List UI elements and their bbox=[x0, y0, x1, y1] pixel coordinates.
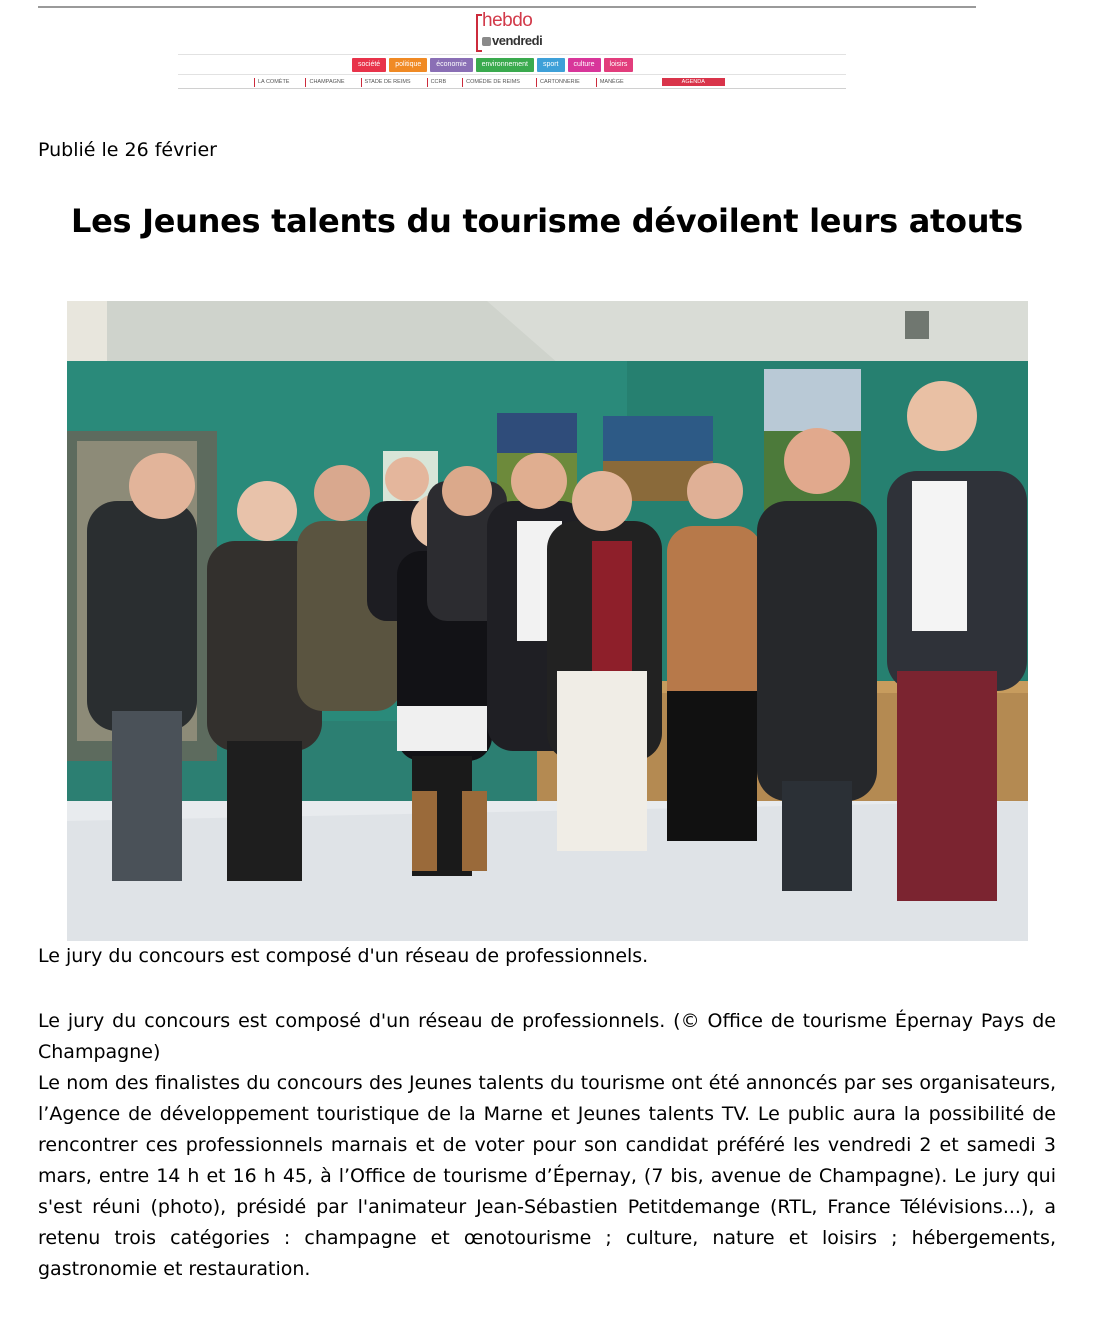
section-champagne[interactable]: CHAMPAGNE bbox=[305, 78, 360, 87]
section-comedie-de-reims[interactable]: COMÉDIE DE REIMS bbox=[462, 78, 536, 87]
photo-caption: Le jury du concours est composé d'un réseau de professionnels. bbox=[38, 945, 649, 967]
category-rule bbox=[178, 54, 846, 55]
publication-date: Publié le 26 février bbox=[38, 139, 217, 161]
hebdo-vendredi-logo[interactable] bbox=[476, 12, 556, 52]
article-paragraph: Le nom des finalistes du concours des Jeunes talents du tourisme ont été annoncés par ses organisateurs, l’Agence de développement touristique de la Marne et Jeunes talents TV. Le public aura la possibilité de rencontrer ces professionnels marnais et de voter pour son candidat préféré les vendredi 2 et samedi 3 mars, entre 14 h et 16 h 45, à l’Office de tourisme d’Épernay, (7 bis, avenue de Champagne). Le jury qui s'est réuni (photo), présidé par l'animateur Jean-Sébastien Petitdemange (RTL, France Télévisions...), a retenu trois catégories : champagne et œnotourisme ; culture, nature et loisirs ; hébergements, gastronomie et restauration. bbox=[38, 1072, 1056, 1280]
section-ccrb[interactable]: CCRB bbox=[427, 78, 463, 87]
category-nav bbox=[352, 58, 633, 72]
article-title: Les Jeunes talents du tourisme dévoilent leurs atouts bbox=[71, 202, 1023, 240]
logo-v-icon bbox=[482, 37, 491, 46]
section-manege[interactable]: MANÈGE bbox=[596, 78, 640, 87]
section-rule bbox=[178, 74, 846, 75]
logo-vendredi-label: vendredi bbox=[492, 33, 543, 48]
section-la-comete[interactable]: LA COMÈTE bbox=[254, 78, 305, 87]
category-environnement[interactable]: environnement bbox=[476, 58, 534, 72]
jury-group-photo bbox=[67, 301, 1028, 941]
agenda-button[interactable]: AGENDA bbox=[662, 78, 725, 86]
masthead-bottom-rule bbox=[178, 88, 846, 89]
logo-vendredi-text bbox=[482, 33, 542, 48]
section-nav bbox=[254, 77, 725, 87]
category-economie[interactable]: économie bbox=[430, 58, 472, 72]
article-photo bbox=[67, 301, 1028, 941]
section-cartonnerie[interactable]: CARTONNERIE bbox=[536, 78, 596, 87]
article-body bbox=[38, 1006, 1056, 1285]
category-societe[interactable]: société bbox=[352, 58, 386, 72]
top-rule bbox=[38, 6, 976, 8]
section-stade-de-reims[interactable]: STADE DE REIMS bbox=[361, 78, 427, 87]
logo-hebdo-text: hebdo bbox=[482, 10, 533, 31]
photo-credit-paragraph: Le jury du concours est composé d'un réseau de professionnels. (© Office de tourisme Épernay Pays de Champagne) bbox=[38, 1010, 1056, 1063]
category-culture[interactable]: culture bbox=[568, 58, 601, 72]
category-politique[interactable]: politique bbox=[389, 58, 427, 72]
masthead-banner[interactable] bbox=[178, 12, 846, 92]
category-sport[interactable]: sport bbox=[537, 58, 565, 72]
category-loisirs[interactable]: loisirs bbox=[604, 58, 634, 72]
